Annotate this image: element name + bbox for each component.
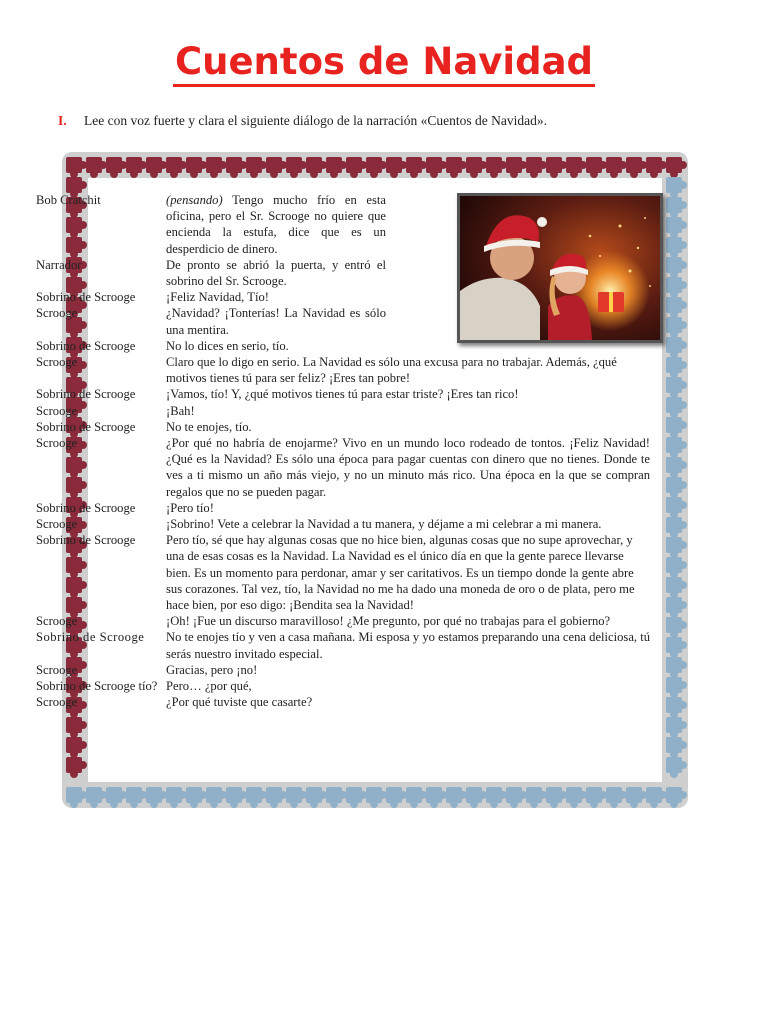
dialogue-row bbox=[36, 419, 650, 435]
instruction-text: Lee con voz fuerte y clara el siguiente diálogo de la narración «Cuentos de Navidad». bbox=[84, 113, 547, 128]
speaker: Sobrino de Scrooge bbox=[36, 338, 136, 353]
dialogue-row bbox=[36, 629, 650, 661]
speaker: Sobrino de Scrooge bbox=[36, 290, 136, 305]
dialogue-line: Pero… ¿por qué, bbox=[166, 679, 252, 694]
speaker: Scrooge bbox=[36, 517, 78, 532]
speaker: Sobrino de Scrooge tío? bbox=[36, 679, 158, 694]
dialogue-row bbox=[36, 516, 650, 532]
page-title: Cuentos de Navidad bbox=[0, 40, 768, 83]
dialogue-line: ¡Pero tío! bbox=[166, 500, 214, 515]
dialogue-line: (pensando) Tengo mucho frío en esta oficina, pero el Sr. Scrooge no quiere que encienda la estufa, dice que es un desperdicio de dinero. bbox=[166, 193, 386, 256]
speaker: Scrooge bbox=[36, 695, 78, 710]
speaker: Scrooge bbox=[36, 403, 78, 418]
speaker: Scrooge bbox=[36, 355, 78, 370]
dialogue-row bbox=[36, 386, 650, 402]
speaker: Scrooge bbox=[36, 614, 78, 629]
dialogue-line: ¿Navidad? ¡Tonterías! La Navidad es sólo una mentira. bbox=[166, 306, 386, 337]
speaker: Narrador bbox=[36, 257, 82, 272]
speaker: Scrooge bbox=[36, 436, 78, 451]
dialogue-row bbox=[36, 694, 650, 710]
dialogue-row bbox=[36, 354, 650, 386]
dialogue-line: ¡Oh! ¡Fue un discurso maravilloso! ¿Me pregunto, por qué no trabajas para el gobierno? bbox=[166, 614, 611, 629]
dialogue-line: ¡Sobrino! Vete a celebrar la Navidad a tu manera, y déjame a mi celebrar a mi manera. bbox=[166, 517, 602, 532]
dialogue-line: ¿Por qué tuviste que casarte? bbox=[166, 695, 313, 710]
dialogue-row bbox=[36, 662, 650, 678]
speaker: Sobrino de Scrooge bbox=[36, 630, 145, 645]
speaker: Sobrino de Scrooge bbox=[36, 419, 136, 434]
dialogue-row bbox=[36, 532, 650, 613]
dialogue-line: ¡Feliz Navidad, Tío! bbox=[166, 290, 269, 305]
stage-direction: (pensando) bbox=[166, 193, 223, 207]
dialogue-line: ¿Por qué no habría de enojarme? Vivo en un mundo loco rodeado de tontos. ¡Feliz Navidad! ¿Qué es la Navidad? Es sólo una época para pagar cuentas con dinero que no tienes. Donde te ves a ti mismo un año más viejo, y no un minuto más rico. Una época en la que se compran regalos que no se pueden pagar. bbox=[166, 436, 650, 499]
dialogue-line: Gracias, pero ¡no! bbox=[166, 662, 258, 677]
dialogue-line: De pronto se abrió la puerta, y entró el sobrino del Sr. Scrooge. bbox=[166, 257, 386, 289]
dialogue-line: No te enojes, tío. bbox=[166, 419, 252, 434]
speaker: Bob Cratchit bbox=[36, 193, 101, 207]
dialogue-line: No lo dices en serio, tío. bbox=[166, 338, 289, 353]
speaker: Scrooge bbox=[36, 662, 78, 677]
dialogue-line: Claro que lo digo en serio. La Navidad es sólo una excusa para no trabajar. Además, ¿qué motivos tienes tú para ser feliz? ¡Eres tan pobre! bbox=[166, 355, 617, 386]
speaker: Sobrino de Scrooge bbox=[36, 387, 136, 402]
christmas-photo bbox=[457, 193, 663, 343]
instruction-number: I. bbox=[58, 113, 67, 128]
dialogue-row bbox=[36, 678, 650, 694]
dialogue-row bbox=[36, 435, 650, 500]
christmas-photo-illustration bbox=[460, 196, 660, 340]
speaker: Sobrino de Scrooge bbox=[36, 533, 136, 548]
dialogue-line: Pero tío, sé que hay algunas cosas que no hice bien, algunas cosas que no supe aprovechar, y una de esas cosas es la Navidad. La Navidad es el único día en que la gente parece llevarse bien. Es un momento para perdonar, amar y ser caritativos. Es un tiempo donde la gente abre sus corazones. Tal vez, tío, la Navidad no me ha dado una moneda de oro o de plata, pero me hace bien, por eso digo: ¡Bendita sea la Navidad! bbox=[166, 533, 635, 613]
dialogue-row bbox=[36, 500, 650, 516]
dialogue-row bbox=[36, 403, 650, 419]
dialogue-line: No te enojes tío y ven a casa mañana. Mi esposa y yo estamos preparando una cena deliciosa, tú serás nuestro invitado especial. bbox=[166, 630, 650, 661]
dialogue-line: ¡Vamos, tío! Y, ¿qué motivos tienes tú para estar triste? ¡Eres tan rico! bbox=[166, 387, 519, 402]
speaker: Sobrino de Scrooge bbox=[36, 500, 136, 515]
dialogue-line: ¡Bah! bbox=[166, 403, 195, 418]
speaker: Scrooge bbox=[36, 306, 78, 321]
instruction bbox=[58, 113, 547, 129]
dialogue-row bbox=[36, 613, 650, 629]
